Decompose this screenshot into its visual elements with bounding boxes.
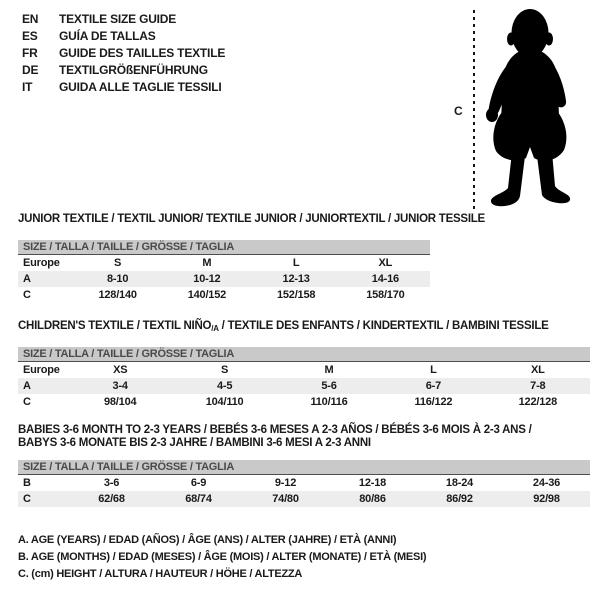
note-age-years: A. AGE (YEARS) / EDAD (AÑOS) / ÂGE (ANS) / ALTER (JAHRE) / ETÀ (ANNI) — [18, 534, 397, 546]
junior-table-title: JUNIOR TEXTILE / TEXTIL JUNIOR/ TEXTILE JUNIOR / JUNIORTEXTIL / JUNIOR TESSILE — [18, 213, 485, 225]
height-cell: 110/116 — [310, 396, 348, 408]
height-cell: 98/104 — [103, 396, 137, 408]
language-row-fr — [22, 44, 225, 61]
size-cell: L — [292, 257, 300, 269]
size-cell: L — [430, 364, 437, 376]
size-header-bar: SIZE / TALLA / TAILLE / GRÖSSE / TAGLIA — [18, 460, 590, 475]
size-cell: M — [202, 257, 212, 269]
height-cell: 116/122 — [414, 396, 453, 408]
table-row — [18, 271, 430, 287]
size-cell: S — [114, 257, 122, 269]
row-label: A — [23, 380, 31, 392]
language-code: FR — [22, 45, 38, 60]
age-cell: 10-12 — [193, 273, 221, 285]
height-dashed-line — [473, 10, 475, 212]
children-size-table — [18, 347, 590, 410]
height-measure-label: C — [454, 104, 463, 118]
note-height: C. (cm) HEIGHT / ALTURA / HAUTEUR / HÖHE / ALTEZZA — [18, 568, 303, 580]
size-cell: XL — [378, 257, 393, 269]
age-cell: 8-10 — [107, 273, 129, 285]
height-cell: 152/158 — [276, 289, 316, 301]
age-cell: 14-16 — [371, 273, 399, 285]
table-row — [18, 491, 590, 507]
age-cell: 12-18 — [358, 477, 387, 489]
language-title: TEXTILGRÖßENFÜHRUNG — [59, 62, 208, 77]
row-label: C — [23, 396, 31, 408]
height-cell: 158/170 — [366, 289, 405, 301]
junior-size-table — [18, 240, 430, 303]
size-cell: M — [324, 364, 334, 376]
height-cell: 68/74 — [185, 493, 212, 505]
age-cell: 3-6 — [103, 477, 120, 489]
title-line: BABYS 3-6 MONATE BIS 2-3 JAHRE / BAMBINI 3-6 MESI A 2-3 ANNI — [18, 437, 371, 449]
height-cell: 92/98 — [533, 493, 560, 505]
row-label: Europe — [23, 364, 60, 376]
table-row — [18, 394, 590, 410]
age-cell: 7-8 — [530, 380, 546, 392]
title-part: CHILDREN'S TEXTILE / TEXTIL NIÑO — [18, 320, 212, 332]
title-part: / TEXTILE DES ENFANTS / KINDERTEXTIL / BAMBINI TESSILE — [218, 320, 549, 332]
table-row — [18, 255, 430, 271]
height-cell: 74/80 — [272, 493, 299, 505]
row-label: A — [23, 273, 31, 285]
height-cell: 86/92 — [446, 493, 473, 505]
height-cell: 80/86 — [359, 493, 386, 505]
table-row — [18, 362, 590, 378]
language-code: ES — [22, 28, 38, 43]
title-line: BABIES 3-6 MONTH TO 2-3 YEARS / BEBÉS 3-6 MESES A 2-3 AÑOS / BÉBÉS 3-6 MOIS À 2-3 ANS / — [18, 424, 532, 436]
row-label: C — [23, 289, 31, 301]
language-row-es — [22, 27, 225, 44]
language-row-it — [22, 78, 225, 95]
size-header-bar: SIZE / TALLA / TAILLE / GRÖSSE / TAGLIA — [18, 347, 590, 362]
children-table-title — [18, 320, 549, 335]
table-row — [18, 475, 590, 491]
language-row-en — [22, 10, 225, 27]
babies-size-table — [18, 460, 590, 507]
baby-silhouette-icon — [484, 6, 574, 212]
language-code: IT — [22, 79, 33, 94]
height-cell: 122/128 — [518, 396, 558, 408]
row-label: Europe — [23, 257, 60, 269]
size-cell: XS — [113, 364, 128, 376]
babies-table-title — [18, 424, 532, 450]
age-cell: 24-36 — [532, 477, 561, 489]
age-cell: 4-5 — [216, 380, 233, 392]
title-subscript: /A — [211, 324, 219, 333]
language-list — [22, 10, 225, 95]
row-label: C — [23, 493, 31, 505]
table-row — [18, 287, 430, 303]
language-title: GUIDE DES TAILLES TEXTILE — [59, 45, 226, 60]
age-cell: 5-6 — [321, 380, 337, 392]
language-title: GUÍA DE TALLAS — [59, 28, 156, 43]
height-cell: 104/110 — [205, 396, 244, 408]
size-cell: S — [221, 364, 229, 376]
age-cell: 12-13 — [282, 273, 310, 285]
size-header-bar: SIZE / TALLA / TAILLE / GRÖSSE / TAGLIA — [18, 240, 430, 255]
table-row — [18, 378, 590, 394]
age-cell: 6-7 — [425, 380, 442, 392]
age-cell: 9-12 — [274, 477, 297, 489]
height-cell: 62/68 — [98, 493, 125, 505]
age-cell: 18-24 — [445, 477, 474, 489]
age-cell: 6-9 — [190, 477, 207, 489]
row-label: B — [23, 477, 31, 489]
language-row-de — [22, 61, 225, 78]
language-title: TEXTILE SIZE GUIDE — [59, 11, 177, 26]
height-cell: 128/140 — [98, 289, 137, 301]
age-cell: 3-4 — [112, 380, 128, 392]
note-age-months: B. AGE (MONTHS) / EDAD (MESES) / ÂGE (MOIS) / ALTER (MONATE) / ETÀ (MESI) — [18, 551, 427, 563]
language-code: EN — [22, 11, 39, 26]
language-title: GUIDA ALLE TAGLIE TESSILI — [59, 79, 222, 94]
size-cell: XL — [531, 364, 545, 376]
language-code: DE — [22, 62, 39, 77]
legend-notes — [18, 532, 426, 583]
height-cell: 140/152 — [187, 289, 227, 301]
